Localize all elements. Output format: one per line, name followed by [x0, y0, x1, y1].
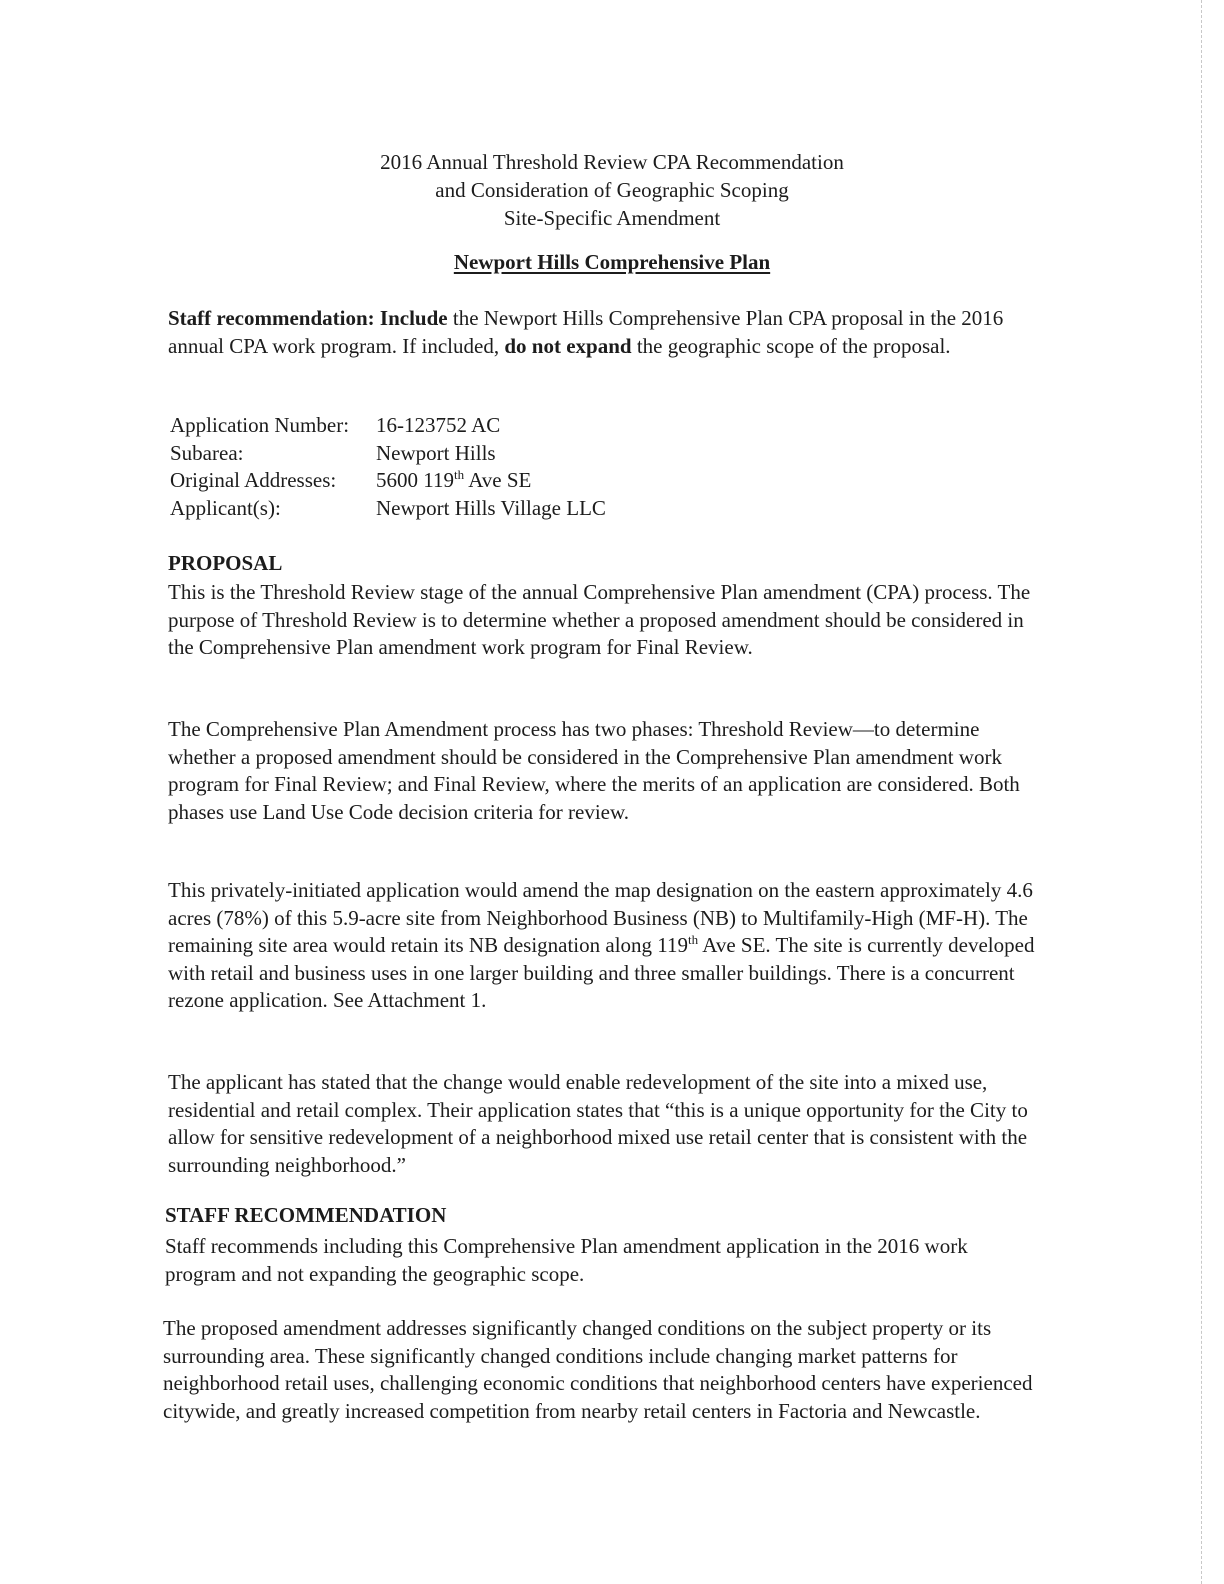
staff-recommendation-paragraph-1: Staff recommends including this Comprehensive Plan amendment application in the 2016 work program and not expanding the geographic scope. [165, 1234, 968, 1286]
original-addresses-label: Original Addresses: [170, 468, 337, 492]
proposal-heading: PROPOSAL [168, 551, 283, 575]
proposal-paragraph-3-post: Ave SE. The site is currently developed with retail and business uses in one larger building and three smaller buildings. There is a concurrent rezone application. See Attachment 1. [168, 933, 1035, 1012]
document-header [0, 148, 1224, 232]
proposal-paragraph-3-pre: This privately-initiated application would amend the map designation on the eastern approximately 4.6 acres (78%) of this 5.9-acre site from Neighborhood Business (NB) to Multifamily-High (MF-H). The remaining site area would retain its NB designation along 119 [168, 878, 1033, 957]
application-info-row [170, 412, 606, 440]
proposal-paragraph-3 [168, 877, 1038, 1015]
application-number-value: 16-123752 AC [376, 413, 501, 437]
application-info-row [170, 495, 606, 523]
summary-label: Staff recommendation: [168, 306, 375, 330]
summary-do-not-expand: do not expand [504, 333, 632, 358]
staff-recommendation-summary [168, 305, 1038, 360]
address-pre: 5600 119 [376, 468, 454, 492]
document-title-text: Newport Hills Comprehensive Plan [453, 250, 771, 274]
proposal-paragraph-1: This is the Threshold Review stage of the annual Comprehensive Plan amendment (CPA) process. The purpose of Threshold Review is to determine whether a proposed amendment should be considered in the Comprehensive Plan amendment work program for Final Review. [168, 580, 1031, 659]
address-sup: th [453, 467, 465, 482]
original-addresses-value [376, 467, 531, 495]
proposal-paragraph-2: The Comprehensive Plan Amendment process has two phases: Threshold Review—to determine whether a proposed amendment should be considered in the Comprehensive Plan amendment work program for Final Review; and Final Review, where the merits of an application are considered. Both phases use Land Use Code decision criteria for review. [168, 717, 1020, 824]
applicant-value: Newport Hills Village LLC [376, 495, 606, 520]
header-line-1: 2016 Annual Threshold Review CPA Recommendation [380, 150, 844, 174]
subarea-value: Newport Hills [376, 440, 496, 465]
document-title [0, 250, 1224, 275]
summary-text-1: the Newport Hills Comprehensive Plan CPA proposal in the 2016 annual CPA work program. If included, [168, 306, 1004, 358]
application-number-label: Application Number: [170, 413, 350, 437]
applicant-label: Applicant(s): [170, 495, 281, 520]
application-info-row [170, 440, 606, 468]
staff-recommendation-paragraph-2: The proposed amendment addresses significantly changed conditions on the subject property or its surrounding area. These significantly changed conditions include changing market patterns for neighborhood retail uses, challenging economic conditions that neighborhood centers have experienced citywide, and greatly increased competition from nearby retail centers in Factoria and Newcastle. [163, 1316, 1033, 1423]
application-info [170, 412, 606, 522]
summary-include: Include [379, 306, 448, 330]
header-line-3: Site-Specific Amendment [503, 206, 721, 230]
header-line-2: and Consideration of Geographic Scoping [435, 178, 789, 202]
subarea-label: Subarea: [170, 440, 244, 465]
proposal-paragraph-4: The applicant has stated that the change would enable redevelopment of the site into a mixed use, residential and retail complex. Their application states that “this is a unique opportunity for the City to allow for sensitive redevelopment of a neighborhood mixed use retail center that is consistent with the surrounding neighborhood.” [168, 1070, 1028, 1177]
address-post: Ave SE [464, 468, 532, 492]
application-info-row [170, 467, 606, 495]
summary-text-2: the geographic scope of the proposal. [631, 333, 951, 358]
staff-recommendation-heading: STAFF RECOMMENDATION [165, 1203, 447, 1227]
scan-edge-line [1200, 0, 1202, 1584]
proposal-paragraph-3-sup: th [688, 932, 699, 947]
